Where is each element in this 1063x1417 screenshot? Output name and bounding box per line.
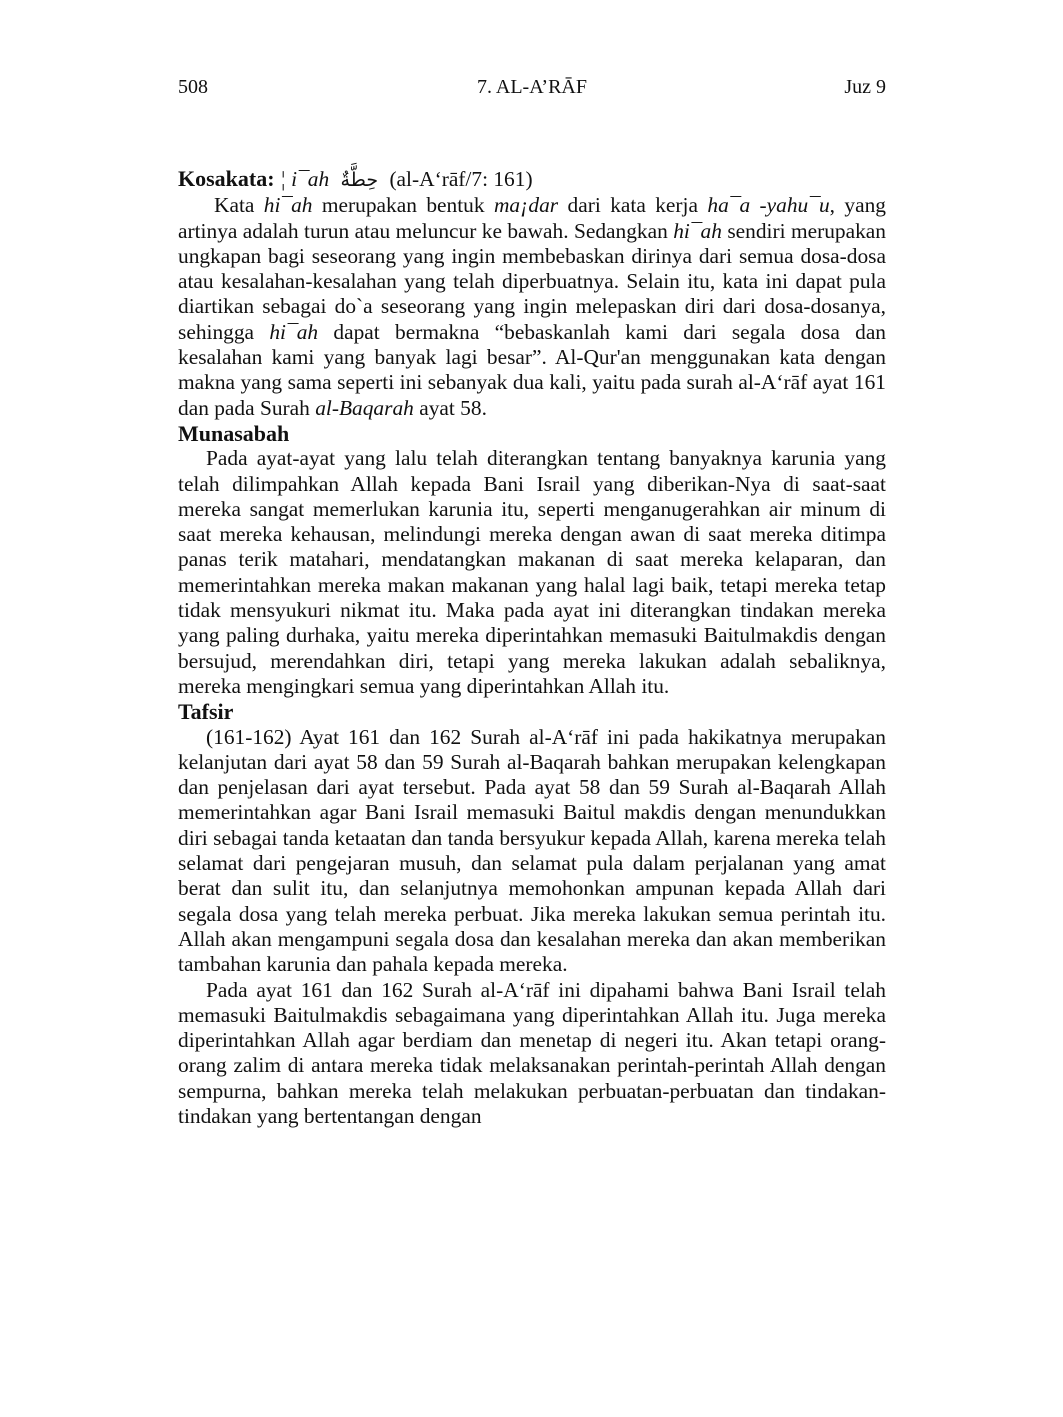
kosakata-reference: (al-A‘rāf/7: 161): [389, 167, 533, 191]
munasabah-heading: Munasabah: [178, 420, 290, 446]
tafsir-heading: Tafsir: [178, 699, 234, 725]
surah-title: 7. AL-A’RĀF: [476, 76, 587, 98]
kosakata-label: Kosakata:: [178, 166, 275, 191]
tafsir-paragraph-1: (161-162) Ayat 161 dan 162 Surah al-A‘rāf ini pada hakikatnya merupakan kelanjutan dari ayat 58 dan 59 Surah al-Baqarah bahkan merupakan kelengkapan dan penjelasan dari ayat tersebut. Pada ayat 58 dan 59 Surah al-Baqarah Allah memerintahkan agar Bani Israil memasuki Baitul makdis dengan menundukkan diri sebagai tanda ketaatan dan tanda bersyukur kepada Allah, karena mereka telah selamat dari pengejaran musuh, dan selamat pula dalam perjalanan yang amat berat dan sulit itu, dan selanjutnya memohonkan ampunan kepada Allah dari segala dosa yang telah mereka perbuat. Jika mereka lakukan semua perintah itu. Allah akan mengampuni segala dosa dan kesalahan mereka dan akan memberikan tambahan karunia dan pahala kepada mereka.: [178, 724, 886, 977]
kosakata-paragraph: Kata hi¯ah merupakan bentuk ma¡dar dari kata kerja ha¯a -yahu¯u, yang artinya adalah turun atau meluncur ke bawah. Sedangkan hi¯ah sendiri merupakan ungkapan bagi seseorang yang ingin membebaskan dirinya dari semua dosa-dosa atau kesalahan-kesalahan yang telah diperbuatnya. Selain itu, kata ini dapat pula diartikan sebagai do`a seseorang yang ingin melepaskan diri dari dosa-dosanya, sehingga hi¯ah dapat bermakna “bebaskanlah kami dari segala dosa dan kesalahan kami yang banyak lagi besar”. Al-Qur'an menggunakan kata dengan makna yang sama seperti ini sebanyak dua kali, yaitu pada surah al-A‘rāf ayat 161 dan pada Surah al-Baqarah ayat 58.: [178, 193, 887, 420]
page-body: [178, 166, 886, 1129]
munasabah-paragraph: Pada ayat-ayat yang lalu telah diterangkan tentang banyaknya karunia yang telah dilimpahkan Allah kepada Bani Israil yang diberikan-Nya di saat-saat mereka sangat memerlukan karunia itu, seperti menganugerahkan air minum di saat mereka kehausan, melindungi mereka dengan awan di saat mereka ditimpa panas terik matahari, mendatangkan makanan di saat mereka kelaparan, dan memerintahkan mereka makan makanan yang halal lagi baik, tetapi mereka tetap tidak mensyukuri nikmat itu. Maka pada ayat ini diterangkan tindakan mereka yang paling durhaka, yaitu mereka diperintahkan memasuki Baitulmakdis dengan bersujud, merendahkan diri, tetapi yang mereka lakukan adalah sebaliknya, mereka mengingkari semua yang diperintahkan Allah itu.: [178, 446, 886, 698]
kosakata-term-latin: ¦ i¯ah: [279, 167, 330, 191]
kosakata-heading-line: [178, 166, 886, 193]
kosakata-term-arabic: حِطَّةٌ: [340, 169, 379, 191]
juz-label: Juz 9: [844, 76, 886, 98]
page-number: 508: [178, 76, 208, 98]
page-header: [178, 76, 886, 102]
tafsir-paragraph-2: Pada ayat 161 dan 162 Surah al-A‘rāf ini dipahami bahwa Bani Israil telah memasuki Baitulmakdis sebagaimana yang diperintahkan Allah itu. Juga mereka diperintahkan Allah agar berdiam dan menetap di negeri itu. Akan tetapi orang-orang zalim di antara mereka tidak melaksanakan perintah-perintah Allah dengan sempurna, bahkan mereka telah melakukan perbuatan-perbuatan dan tindakan-tindakan yang bertentangan dengan: [178, 977, 886, 1128]
